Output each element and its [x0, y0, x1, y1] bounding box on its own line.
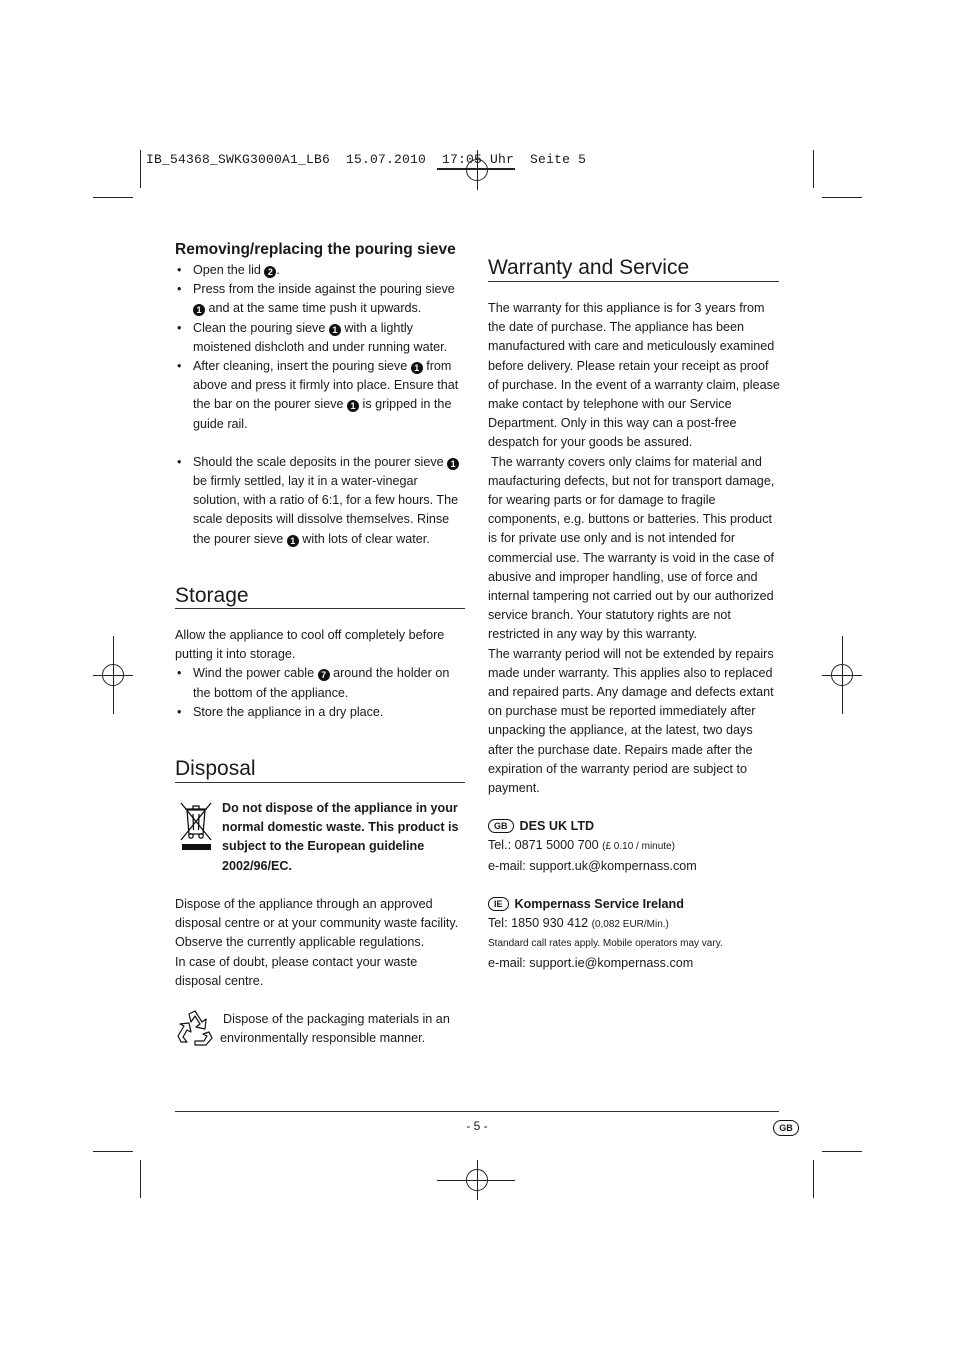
heading-rule: [175, 608, 465, 609]
list-item: • Store the appliance in a dry place.: [175, 703, 465, 722]
storage-list: [175, 664, 465, 722]
registration-mark: [466, 1169, 488, 1191]
part-number-badge: 1: [329, 324, 341, 336]
language-badge: GB: [773, 1120, 799, 1136]
list-item: • Press from the inside against the pouring sieve 1 and at the same time push it upwards.: [175, 280, 465, 318]
list-item: • Wind the power cable 7 around the holder on the bottom of the appliance.: [175, 664, 465, 702]
warranty-paragraph: The warranty for this appliance is for 3 years from the date of purchase. The appliance has been manufactured with care and meticulously examined before delivery. Please retain your receipt as proof of purchase. In the event of a warranty claim, please make contact by telephone with our Service Department. Only in this way can a post-free despatch for your goods be assured.: [488, 301, 780, 450]
crossed-bin-icon: [178, 800, 214, 852]
crop-mark: [813, 1160, 814, 1198]
crop-mark: [93, 1151, 133, 1152]
disposal-warning: Do not dispose of the appliance in your normal domestic waste. This product is subject to the European guideline 2002/96/EC.: [222, 801, 459, 873]
crop-mark: [140, 1160, 141, 1198]
part-number-badge: 1: [193, 304, 205, 316]
warranty-section: [488, 255, 780, 281]
disposal-paragraph: In case of doubt, please contact your waste disposal centre.: [175, 954, 418, 988]
list-item: • After cleaning, insert the pouring sieve 1 from above and press it firmly into place. Ensure that the bar on the pourer sieve 1 is gripped in the guide rail.: [175, 357, 465, 434]
section-heading-storage: Storage: [175, 584, 249, 607]
print-slug-line: IB_54368_SWKG3000A1_LB6 15.07.2010 17:05 Uhr Seite 5: [146, 152, 587, 167]
heading-rule: [488, 281, 779, 282]
ie-phone: Tel: 1850 930 412 (0,082 EUR/Min.): [488, 916, 669, 931]
registration-mark: [831, 664, 853, 686]
section-heading-warranty: Warranty and Service: [488, 256, 690, 279]
crop-mark: [822, 1151, 862, 1152]
slug-underline: [437, 168, 515, 169]
ie-flag-badge: IE: [488, 897, 509, 911]
part-number-badge: 7: [318, 669, 330, 681]
crop-mark: [93, 197, 133, 198]
storage-intro: Allow the appliance to cool off completely before putting it into storage.: [175, 628, 445, 662]
disposal-body: [175, 895, 465, 991]
recycling-icon: [175, 1008, 215, 1048]
storage-section: [175, 583, 465, 609]
crop-mark: [813, 150, 814, 188]
part-number-badge: 1: [447, 458, 459, 470]
heading-rule: [175, 782, 465, 783]
page-number: - 5 -: [466, 1119, 488, 1133]
list-item: • Open the lid 2 .: [175, 261, 465, 280]
part-number-badge: 1: [347, 400, 359, 412]
ie-service-name: IE Kompernass Service Ireland: [488, 895, 780, 914]
uk-phone: Tel.: 0871 5000 700 (£ 0.10 / minute): [488, 838, 675, 853]
list-item: • Should the scale deposits in the pourer sieve 1 be firmly settled, lay it in a water-vinegar solution, with a ratio of 6:1, for a few hours. The scale deposits will dissolve themselves. Rinse the pourer sieve 1 with lots of clear water.: [175, 453, 465, 549]
uk-email[interactable]: e-mail: support.uk@kompernass.com: [488, 858, 697, 873]
section-heading-removing: Removing/replacing the pouring sieve: [175, 241, 456, 258]
uk-service-name: GB DES UK LTD: [488, 817, 780, 836]
removing-steps-list: [175, 261, 465, 549]
ie-email[interactable]: e-mail: support.ie@kompernass.com: [488, 955, 694, 970]
disposal-section: [175, 756, 465, 782]
warranty-body: [488, 299, 780, 973]
storage-body: [175, 626, 465, 722]
part-number-badge: 2: [264, 266, 276, 278]
part-number-badge: 1: [411, 362, 423, 374]
warranty-paragraph: The warranty period will not be extended by repairs made under warranty. This applies also to replaced and repaired parts. Any damage and defects extant on purchase must be reported immediately after unpacking the appliance, at the latest, two days after the purchase date. Repairs made after the expiration of the warranty period are subject to payment.: [488, 646, 774, 796]
list-item: • Clean the pouring sieve 1 with a lightly moistened dishcloth and under running water.: [175, 319, 465, 357]
crop-mark: [822, 197, 862, 198]
call-rate-note: Standard call rates apply. Mobile operators may vary.: [488, 938, 723, 950]
packaging-disposal-text: Dispose of the packaging materials in an environmentally responsible manner.: [220, 1012, 450, 1046]
gb-flag-badge: GB: [488, 819, 514, 833]
left-column: [175, 240, 465, 549]
registration-mark: [102, 664, 124, 686]
part-number-badge: 1: [287, 535, 299, 547]
warranty-paragraph: The warranty covers only claims for material and maufacturing defects, but not for transport damage, for wearing parts or for damage to fragile components, e.g. buttons or batteries. This product is for private use only and is not intended for commercial use. The warranty is void in the case of abusive and improper handling, use of force and internal tampering not carried out by our authorized service branch. Your statutory rights are not restricted in any way by this warranty.: [488, 454, 775, 642]
section-heading-disposal: Disposal: [175, 757, 256, 780]
disposal-paragraph: Dispose of the appliance through an approved disposal centre or at your community waste facility. Observe the currently applicable regulations.: [175, 897, 459, 950]
footer-rule: [175, 1111, 779, 1112]
crop-mark: [140, 150, 141, 188]
